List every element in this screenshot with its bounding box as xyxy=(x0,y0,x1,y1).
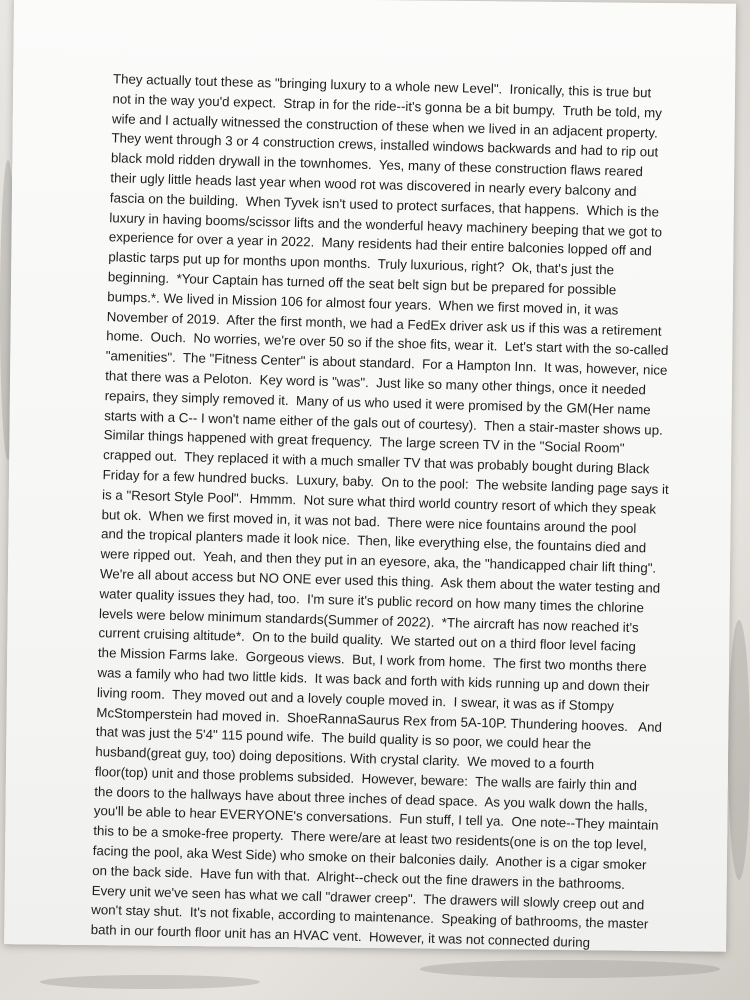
printed-page xyxy=(4,0,736,952)
marble-vein xyxy=(728,620,750,880)
review-text: They actually tout these as "bringing luxury to a whole new Level". Ironically, this is true but not in the way you'd expect. Strap in for the ride--it's gonna be a bit bumpy. Truth be told, my wife and I actually witnessed the construction of these when we lived in an adjacent property. They went through 3 or 4 construction crews, installed windows backwards and had to rip out black mold ridden drywall in the townhomes. Yes, many of these construction flaws reared their ugly little heads last year when wood rot was discovered in nearly every balcony and fascia on the building. When Tyvek isn't used to protect surfaces, that happens. Which is the luxury in having booms/scissor lifts and the wonderful heavy machinery beeping that we got to experience for over a year in 2022. Many residents had their entire balconies lopped off and plastic tarps put up for months upon months. Truly luxurious, right? Ok, that's just the beginning. *Your Captain has turned off the seat belt sign but be prepared for possible bumps.*. We lived in Mission 106 for almost four years. When we first moved in, it was November of 2019. After the first month, we had a FedEx driver ask us if this was a retirement home. Ouch. No worries, we're over 50 so if the shoe fits, wear it. Let's start with the so-called "amenities". The "Fitness Center" is about standard. For a Hampton Inn. It was, however, nice that there was a Peloton. Key word is "was". Just like so many other things, once it needed repairs, they simply removed it. Many of us who used it were promised by the GM(Her name starts with a C-- I won't name either of the gals out of courtesy). Then a stair-master shows up. Similar things happened with great frequency. The large screen TV in the "Social Room" crapped out. They replaced it with a much smaller TV that was probably bought during Black Friday for a few hundred bucks. Luxury, baby. On to the pool: The website landing page says it is a "Resort Style Pool". Hmmm. Not sure what third world country resort of which they speak but ok. When we first moved in, it was not bad. There were nice fountains around the pool and the tropical planters made it look nice. Then, like everything else, the fountains died and were ripped out. Yeah, and then they put in an eyesore, aka, the "handicapped chair lift thing". We're all about access but NO ONE ever used this thing. Ask them about the water testing and water quality issues they had, too. I'm sure it's public record on how many times the chlorine levels were below minimum standards(Summer of 2022). *The aircraft has now reached it's current cruising altitude*. On to the build quality. We started out on a third floor level facing the Mission Farms lake. Gorgeous views. But, I work from home. The first two months there was a family who had two little kids. It was back and forth with kids running up and down their living room. They moved out and a lovely couple moved in. I swear, it was as if Stompy McStomperstein had moved in. ShoeRannaSaurus Rex from 5A-10P. Thundering hooves. And that was just the 5'4" 115 pound wife. The build quality is so poor, we could hear the husband(great guy, too) doing depositions. With crystal clarity. We moved to a fourth floor(top) unit and those problems subsided. However, beware: The walls are fairly thin and the doors to the hallways have about three inches of dead space. As you walk down the halls, you'll be able to hear EVERYONE's conversations. Fun stuff, I tell ya. One note--They maintain this to be a smoke-free property. There were/are at least two residents(one is on the top level, facing the pool, aka West Side) who smoke on their balconies daily. Another is a cigar smoker on the back side. Have fun with that. Alright--check out the fine drawers in the bathrooms. Every unit we've seen has what we call "drawer creep". The drawers will slowly creep out and won't stay shut. It's not fixable, according to maintenance. Speaking of bathrooms, the master bath in our fourth floor unit has an HVAC vent. However, it was not connected during xyxy=(90,71,669,951)
marble-vein xyxy=(420,960,720,978)
marble-vein xyxy=(40,975,260,989)
